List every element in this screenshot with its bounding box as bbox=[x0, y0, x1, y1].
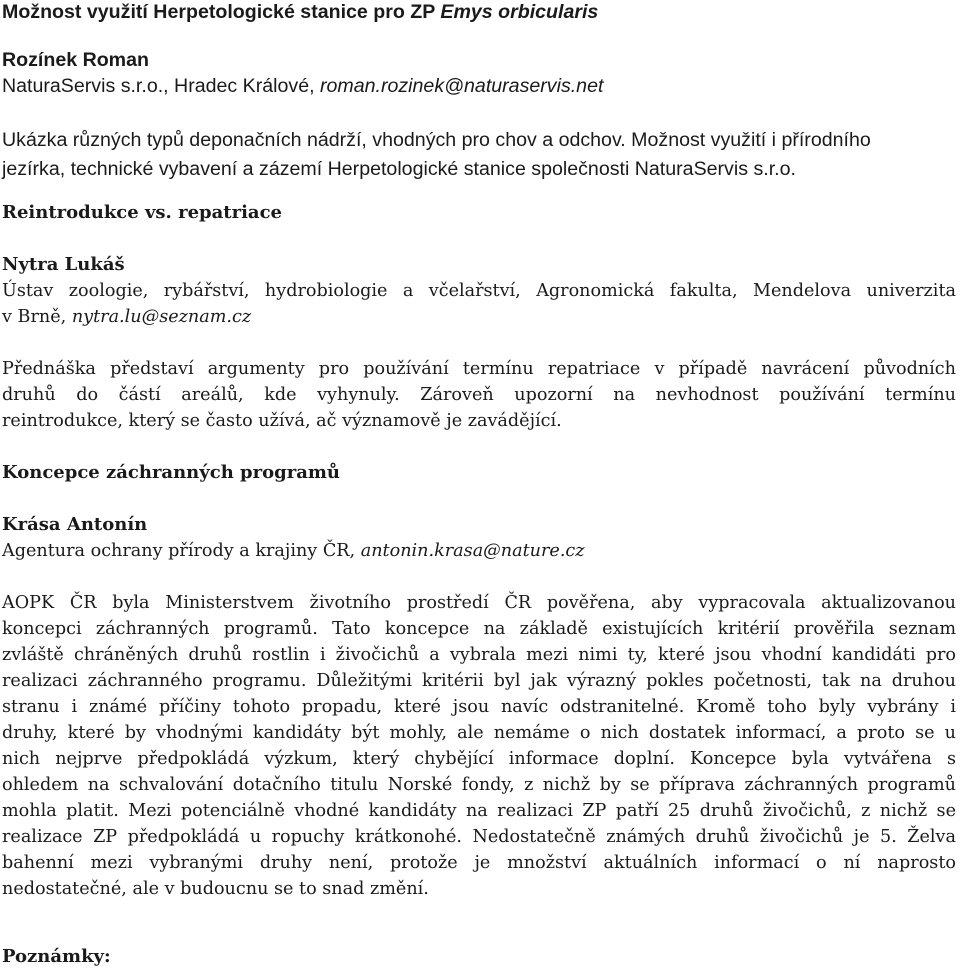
section2-affiliation-line2 bbox=[2, 304, 251, 330]
section3-abstract-line: koncepci záchranných programů. Tato koncepce na základě existujících kritérií prověřila seznam bbox=[2, 619, 956, 639]
section3-abstract-line: bahenní mezi vybranými druhy není, protože je množství aktuálních informací o ní naprosto bbox=[2, 853, 956, 873]
section3-abstract-line: zvláště chráněných druhů rostlin i živočichů a vybrala mezi nimi ty, které jsou vhodní kandidáti pro bbox=[2, 645, 956, 665]
section3-affiliation bbox=[2, 538, 585, 564]
section3-email-link[interactable]: antonin.krasa@nature.cz bbox=[360, 541, 585, 561]
section1-abstract-line: Ukázka různých typů deponačních nádrží, vhodných pro chov a odchov. Možnost využití i přírodního bbox=[2, 129, 871, 151]
notes-heading: Poznámky: bbox=[2, 946, 111, 967]
section3-abstract-line: nich nejprve předpokládá výzkum, který chybějící informace doplní. Koncepce byla vytvářena s bbox=[2, 749, 956, 769]
section2-abstract-line: Přednáška představí argumenty pro používání termínu repatriace v případě navrácení původních bbox=[2, 359, 956, 379]
section3-abstract-line: mohla platit. Mezi potenciálně vhodné kandidáty na realizaci ZP patří 25 druhů živočichů, z nichž se bbox=[2, 801, 956, 821]
section2-abstract-line: reintrodukce, který se často užívá, ač významově je zavádějící. bbox=[2, 411, 562, 431]
section3-abstract-line: druhy, které by vhodnými kandidáty být mohly, ale nemáme o nich dostatek informací, a proto se u bbox=[2, 723, 956, 743]
section2-abstract-line: druhů do částí areálů, kde vyhynuly. Zároveň upozorní na nevhodnost používání termínu bbox=[2, 385, 956, 405]
section2-affiliation-text: v Brně, bbox=[2, 307, 72, 327]
section1-title-text: Možnost využití Herpetologické stanice pro ZP bbox=[2, 1, 441, 23]
section3-affiliation-text: Agentura ochrany přírody a krajiny ČR, bbox=[2, 541, 361, 561]
section3-author: Krása Antonín bbox=[2, 514, 148, 535]
section3-abstract-line: realizace ZP předpokládá u ropuchy krátkonohé. Nedostatečně známých druhů živočichů je 5. Želva bbox=[2, 827, 956, 847]
section3-abstract-line: ohledem na schvalování dotačního titulu Norské fondy, z nichž by se příprava záchranných programů bbox=[2, 775, 956, 795]
section2-heading: Reintrodukce vs. repatriace bbox=[2, 202, 282, 223]
section2-email-link[interactable]: nytra.lu@seznam.cz bbox=[71, 307, 252, 327]
section1-affiliation bbox=[2, 74, 603, 98]
section3-abstract-line: stranu i známé příčiny tohoto propadu, které jsou navíc odstranitelné. Kromě toho byly vybrány i bbox=[2, 697, 956, 717]
section3-abstract-line: nedostatečné, ale v budoucnu se to snad změní. bbox=[2, 879, 429, 899]
section1-title bbox=[2, 0, 598, 24]
section1-email-link[interactable]: roman.rozinek@naturaservis.net bbox=[319, 75, 604, 97]
section1-abstract bbox=[2, 126, 960, 184]
section2-affiliation-line: Ústav zoologie, rybářství, hydrobiologie a včelařství, Agronomická fakulta, Mendelova univerzita bbox=[2, 281, 956, 301]
section1-title-species: Emys orbicularis bbox=[440, 1, 599, 23]
section1-abstract-line: jezírka, technické vybavení a zázemí Herpetologické stanice společnosti NaturaServis s.r.o. bbox=[2, 158, 796, 180]
section1-author: Rozínek Roman bbox=[2, 49, 149, 71]
section2-author: Nytra Lukáš bbox=[2, 254, 125, 275]
section1-affiliation-text: NaturaServis s.r.o., Hradec Králové, bbox=[2, 75, 320, 97]
section3-abstract-line: AOPK ČR byla Ministerstvem životního prostředí ČR pověřena, aby vypracovala aktualizovanou bbox=[2, 593, 956, 613]
section3-abstract-line: realizaci záchranného programu. Důležitými kritérii byl jak výrazný pokles početnosti, tak na druhou bbox=[2, 671, 956, 691]
section3-heading: Koncepce záchranných programů bbox=[2, 462, 340, 483]
